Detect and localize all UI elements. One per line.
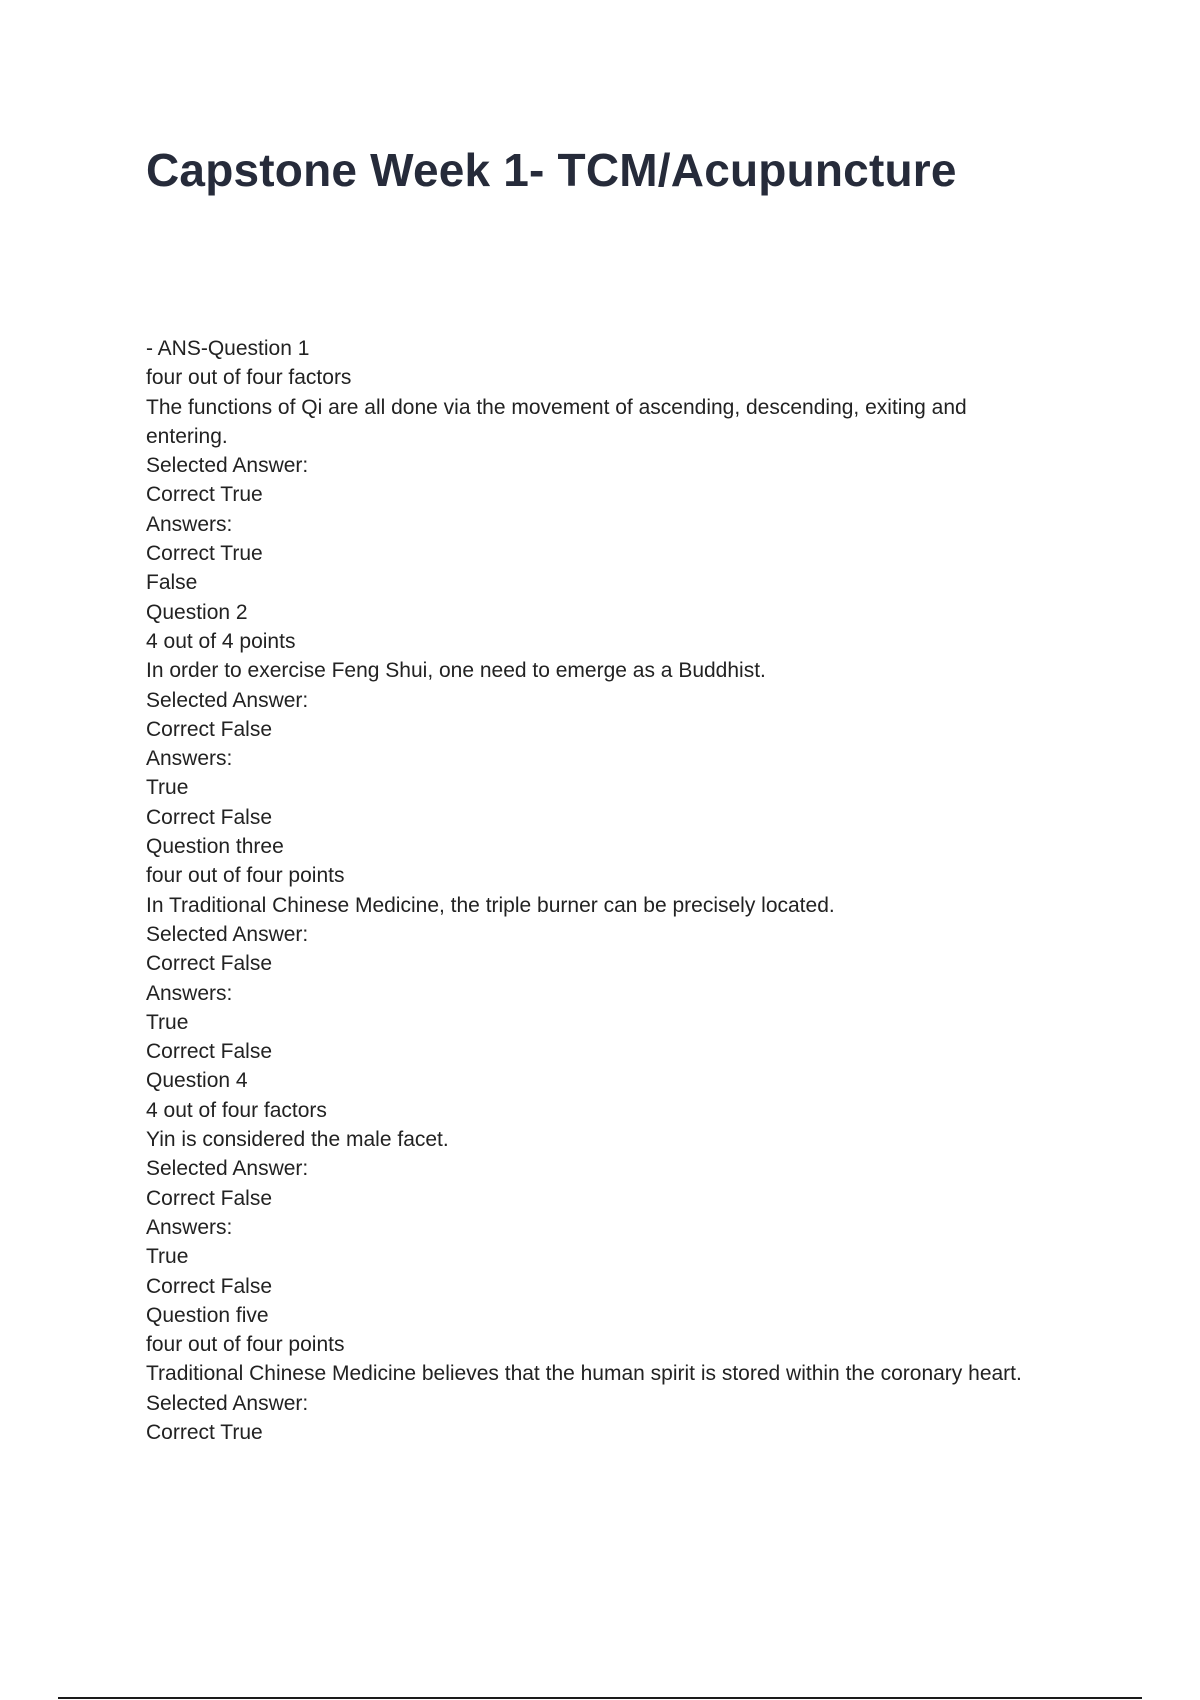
- document-line: 4 out of 4 points: [146, 629, 296, 653]
- document-line: In order to exercise Feng Shui, one need to emerge as a Buddhist.: [146, 659, 766, 683]
- document-line: Answers:: [146, 981, 233, 1005]
- document-line: Selected Answer:: [146, 454, 309, 478]
- document-line: In Traditional Chinese Medicine, the triple burner can be precisely located.: [146, 893, 835, 917]
- document-line: True: [146, 1010, 189, 1034]
- document-line: Selected Answer:: [146, 1391, 309, 1415]
- document-line: four out of four factors: [146, 366, 352, 390]
- document-line: four out of four points: [146, 864, 345, 888]
- document-line: Correct False: [146, 1040, 273, 1064]
- document-line: Question 2: [146, 600, 248, 624]
- document-line: Answers:: [146, 747, 233, 771]
- document-line: Answers:: [146, 512, 233, 536]
- document-line: Yin is considered the male facet.: [146, 1128, 449, 1152]
- page-title: Capstone Week 1- TCM/Acupuncture: [146, 144, 957, 196]
- document-line: Selected Answer:: [146, 922, 309, 946]
- document-line: Traditional Chinese Medicine believes that the human spirit is stored within the coronary heart.: [146, 1362, 1022, 1386]
- document-line: Answers:: [146, 1215, 233, 1239]
- document-line: True: [146, 1245, 189, 1269]
- document-line: Question 4: [146, 1069, 248, 1093]
- document-line: Correct False: [146, 805, 273, 829]
- document-line: Correct True: [146, 483, 263, 507]
- document-line: Correct False: [146, 1186, 273, 1210]
- document-line: Correct True: [146, 542, 263, 566]
- document-line: 4 out of four factors: [146, 1098, 327, 1122]
- footer-divider: [58, 1697, 1142, 1699]
- document-line: - ANS-Question 1: [146, 337, 310, 360]
- document-line: Correct False: [146, 952, 273, 976]
- document-line: True: [146, 776, 189, 800]
- document-line: four out of four points: [146, 1333, 345, 1357]
- document-line: Question three: [146, 835, 284, 859]
- document-line: Selected Answer:: [146, 1157, 309, 1181]
- document-body: [146, 334, 1086, 1447]
- document-line: Correct False: [146, 717, 273, 741]
- document-line: The functions of Qi are all done via the movement of ascending, descending, exiting and: [146, 395, 967, 419]
- document-line: entering.: [146, 424, 228, 448]
- document-line: Correct True: [146, 1420, 263, 1444]
- document-line: Question five: [146, 1303, 269, 1327]
- document-line: Correct False: [146, 1274, 273, 1298]
- document-line: False: [146, 571, 198, 595]
- document-line: Selected Answer:: [146, 688, 309, 712]
